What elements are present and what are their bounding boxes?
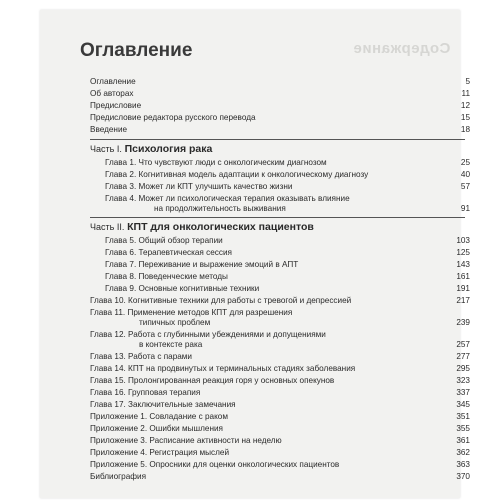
part-title: КПТ для онкологических пациентов (127, 221, 314, 233)
toc-entry-label: Глава 7. Переживание и выражение эмоций в АПТ (105, 260, 299, 269)
toc-entry-page: 361 (456, 436, 470, 445)
toc-entry-label: Приложение 1. Совладание с раком (90, 412, 228, 421)
toc-entry-label: Предисловие (90, 101, 142, 110)
toc-entry[interactable] (105, 284, 470, 294)
toc-entry[interactable] (105, 248, 470, 258)
toc-entry[interactable] (90, 113, 470, 123)
toc-entry-label: Глава 16. Групповая терапия (90, 388, 201, 397)
toc-entry-label: Глава 13. Работа с парами (90, 352, 193, 361)
part-heading (90, 221, 465, 234)
toc-entry[interactable] (90, 460, 470, 470)
toc-entry-label: Об авторах (90, 89, 134, 98)
toc-entry-label: Приложение 4. Регистрация мыслей (90, 448, 230, 457)
toc-entry[interactable] (105, 236, 470, 246)
toc-entry-page: 5 (465, 77, 470, 86)
toc-entry[interactable] (105, 260, 470, 270)
toc-entry-page: 337 (456, 388, 470, 397)
toc-entry-label: Глава 14. КПТ на продвинутых и терминальных стадиях заболевания (90, 364, 356, 373)
toc-entry[interactable] (90, 364, 470, 374)
toc-entry[interactable] (90, 296, 470, 306)
toc-entry-page: 103 (456, 236, 470, 245)
toc-entry[interactable] (90, 424, 470, 434)
toc-entry-label: Глава 4. Может ли психологическая терапия оказывать влияние (105, 194, 350, 203)
toc-entry[interactable] (90, 89, 470, 99)
toc-entry-page: 25 (460, 158, 470, 167)
toc-entry[interactable] (90, 125, 470, 135)
toc-entry-label: Глава 15. Пролонгированная реакция горя у основных опекунов (90, 376, 335, 385)
toc-entry-page: 11 (461, 89, 470, 98)
toc-entry[interactable] (90, 77, 470, 87)
toc-entry-label: Глава 2. Когнитивная модель адаптации к онкологическому диагнозу (105, 170, 369, 179)
part-divider (90, 139, 465, 140)
toc-entry-label: Глава 12. Работа с глубинными убеждениями и допущениями (90, 330, 326, 339)
toc-entry-continued[interactable] (90, 340, 470, 350)
toc-entry-label-continued: типичных проблем (139, 318, 211, 327)
toc-entry-page: 295 (456, 364, 470, 373)
toc-entry-label: Оглавление (90, 77, 136, 86)
toc-entry-page: 362 (456, 448, 470, 457)
toc-entry-label: Глава 10. Когнитивные техники для работы с тревогой и депрессией (90, 296, 352, 305)
toc-entry-label: Приложение 3. Расписание активности на неделю (90, 436, 282, 445)
toc-entry-page: 57 (460, 182, 470, 191)
part-title: Психология рака (124, 143, 213, 155)
toc-entry-page: 355 (456, 424, 470, 433)
toc-entry-label: Глава 5. Общий обзор терапии (105, 236, 223, 245)
toc-entry[interactable] (90, 472, 470, 482)
toc-entry-continued[interactable] (90, 318, 470, 328)
toc-entry[interactable] (105, 272, 470, 282)
toc-entry-label: Предисловие редактора русского перевода (90, 113, 256, 122)
toc-entry-page: 217 (456, 296, 470, 305)
toc-entry[interactable] (105, 182, 470, 192)
toc-entry[interactable] (90, 308, 470, 318)
part-divider (90, 217, 465, 218)
toc-entry[interactable] (105, 170, 470, 180)
toc-entry-label: Приложение 2. Ошибки мышления (90, 424, 223, 433)
toc-entry-page: 370 (456, 472, 470, 481)
toc-entry-page: 15 (460, 113, 470, 122)
toc-entry-page: 277 (456, 352, 470, 361)
page-title: Оглавление (80, 40, 193, 61)
toc-entry-page: 191 (456, 284, 470, 293)
toc-entry-label: Глава 6. Терапевтическая сессия (105, 248, 232, 257)
bleed-through-heading: Содержание (352, 40, 450, 57)
toc-entry[interactable] (90, 436, 470, 446)
toc-entry[interactable] (90, 400, 470, 410)
toc-entry[interactable] (105, 158, 470, 168)
toc-entry[interactable] (90, 352, 470, 362)
part-number: Часть I. (90, 144, 122, 154)
toc-entry-page: 239 (456, 318, 470, 327)
toc-entry-continued[interactable] (105, 204, 470, 214)
toc-entry-page: 91 (460, 204, 470, 213)
toc-entry-page: 345 (456, 400, 470, 409)
toc-entry-page: 257 (456, 340, 470, 349)
part-heading (90, 143, 465, 156)
toc-entry-label: Глава 11. Применение методов КПТ для разрешения (90, 308, 293, 317)
toc-entry-label: Глава 1. Что чувствуют люди с онкологическим диагнозом (105, 158, 327, 167)
toc-entry-label: Глава 9. Основные когнитивные техники (105, 284, 260, 293)
part-number: Часть II. (90, 222, 125, 232)
toc-entry[interactable] (90, 412, 470, 422)
toc-entry[interactable] (105, 194, 470, 204)
toc-entry-label: Глава 17. Заключительные замечания (90, 400, 236, 409)
toc-entry-page: 161 (456, 272, 470, 281)
toc-entry-page: 363 (456, 460, 470, 469)
toc-entry[interactable] (90, 101, 470, 111)
toc-entry-page: 125 (456, 248, 470, 257)
toc-entry-label: Приложение 5. Опросники для оценки онкологических пациентов (90, 460, 340, 469)
toc-entry-page: 143 (456, 260, 470, 269)
toc-entry[interactable] (90, 330, 470, 340)
toc-entry-label: Глава 8. Поведенческие методы (105, 272, 228, 281)
toc-entry[interactable] (90, 376, 470, 386)
toc-entry-label: Библиография (90, 472, 147, 481)
toc-entry-label: Введение (90, 125, 128, 134)
toc-entry-page: 351 (456, 412, 470, 421)
toc-entry-page: 12 (460, 101, 470, 110)
toc-entry-page: 40 (460, 170, 470, 179)
toc-entry-label-continued: в контексте рака (139, 340, 203, 349)
toc-entry-label: Глава 3. Может ли КПТ улучшить качество жизни (105, 182, 293, 191)
toc-entry[interactable] (90, 388, 470, 398)
toc-entry-page: 323 (456, 376, 470, 385)
toc-entry-page: 18 (460, 125, 470, 134)
toc-entry[interactable] (90, 448, 470, 458)
toc-entry-label-continued: на продолжительность выживания (154, 204, 286, 213)
